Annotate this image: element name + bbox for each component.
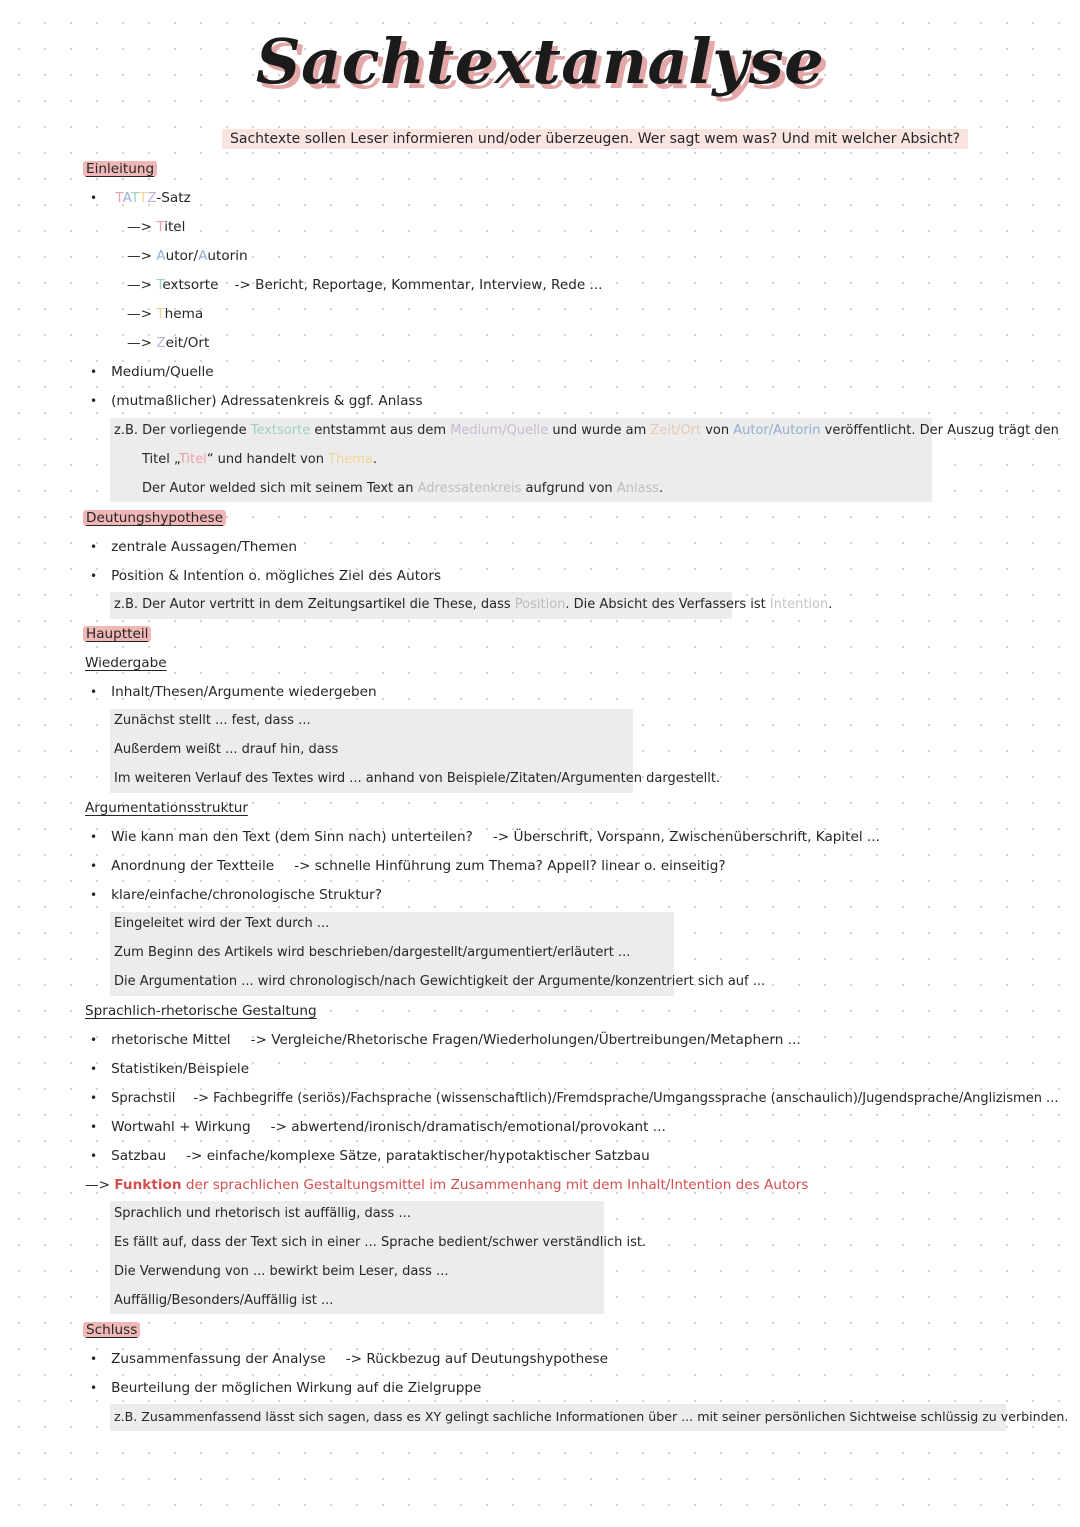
subheading-wiedergabe: Wiedergabe [85,655,167,671]
example-line: Die Verwendung von ... bewirkt beim Leser, dass ... [114,1264,449,1279]
tattz-item-textsorte: —> Textsorte -> Bericht, Reportage, Kommentar, Interview, Rede ... [127,277,603,293]
heading-deutungshypothese: Deutungshypothese [83,508,226,528]
example-line: z.B. Zusammenfassend lässt sich sagen, dass es XY gelingt sachliche Informationen über ... mit seiner persönlichen Sichtweise schlüssig zu verbinden. [114,1409,1069,1424]
list-item: • Statistiken/Beispiele [90,1061,250,1077]
example-line: Der Autor welded sich mit seinem Text an Adressatenkreis aufgrund von Anlass. [142,481,664,496]
example-line: z.B. Der vorliegende Textsorte entstammt aus dem Medium/Quelle und wurde am Zeit/Ort von Autor/Autorin veröffentlicht. Der Auszug trägt den [114,423,1059,438]
list-item: • Beurteilung der möglichen Wirkung auf die Zielgruppe [90,1380,482,1396]
example-line: Die Argumentation ... wird chronologisch/nach Gewichtigkeit der Argumente/konzentriert sich auf ... [114,974,766,989]
subheading-argumentationsstruktur: Argumentationsstruktur [85,800,248,816]
page-title: Sachtextanalyse [255,25,825,98]
list-item-adressaten: • (mutmaßlicher) Adressatenkreis & ggf. Anlass [90,393,423,409]
example-line: Es fällt auf, dass der Text sich in einer ... Sprache bedient/schwer verständlich ist. [114,1235,647,1250]
example-line: Titel „Titel“ und handelt von Thema. [142,452,378,467]
tattz-item-autor: —> Autor/Autorin [127,248,248,264]
list-item: • Satzbau -> einfache/komplexe Sätze, parataktischer/hypotaktischer Satzbau [90,1148,650,1164]
list-item: • zentrale Aussagen/Themen [90,539,298,555]
subtitle: Sachtexte sollen Leser informieren und/oder überzeugen. Wer sagt wem was? Und mit welcher Absicht? [222,129,968,149]
list-item: • Zusammenfassung der Analyse -> Rückbezug auf Deutungshypothese [90,1351,609,1367]
list-item: • Position & Intention o. mögliches Ziel des Autors [90,568,442,584]
list-item: • Anordnung der Textteile -> schnelle Hinführung zum Thema? Appell? linear o. einseitig? [90,858,726,874]
heading-schluss: Schluss [83,1320,140,1340]
list-item: • Wie kann man den Text (dem Sinn nach) unterteilen? -> Überschrift, Vorspann, Zwischenüberschrift, Kapitel ... [90,829,880,845]
tattz-item-titel: —> Titel [127,219,186,235]
list-item: • klare/einfache/chronologische Struktur? [90,887,382,903]
example-line: Außerdem weißt ... drauf hin, dass [114,742,339,757]
example-line: Auffällig/Besonders/Auffällig ist ... [114,1293,334,1308]
list-item: • rhetorische Mittel -> Vergleiche/Rhetorische Fragen/Wiederholungen/Übertreibungen/Metaphern ... [90,1032,801,1048]
example-line: Im weiteren Verlauf des Textes wird ... anhand von Beispiele/Zitaten/Argumenten dargestellt. [114,771,721,786]
einleitung-tattz-item: • TATTZ-Satz [90,190,191,206]
tattz-item-zeit: —> Zeit/Ort [127,335,210,351]
funktion-line: —> Funktion der sprachlichen Gestaltungsmittel im Zusammenhang mit dem Inhalt/Intention des Autors [85,1177,809,1193]
example-line: Sprachlich und rhetorisch ist auffällig, dass ... [114,1206,411,1221]
example-line: Zunächst stellt ... fest, dass ... [114,713,311,728]
list-item-medium: • Medium/Quelle [90,364,214,380]
tattz-item-thema: —> Thema [127,306,204,322]
heading-hauptteil: Hauptteil [83,624,151,644]
list-item: • Wortwahl + Wirkung -> abwertend/ironisch/dramatisch/emotional/provokant ... [90,1119,666,1135]
subheading-sprache: Sprachlich-rhetorische Gestaltung [85,1003,317,1019]
heading-einleitung: Einleitung [83,159,157,179]
example-line: Eingeleitet wird der Text durch ... [114,916,330,931]
example-line: Zum Beginn des Artikels wird beschrieben/dargestellt/argumentiert/erläutert ... [114,945,631,960]
example-line: z.B. Der Autor vertritt in dem Zeitungsartikel die These, dass Position. Die Absicht des Verfassers ist Intention. [114,597,833,612]
list-item: • Sprachstil -> Fachbegriffe (seriös)/Fachsprache (wissenschaftlich)/Fremdsprache/Umgangssprache (anschaulich)/Jugendsprache/Anglizismen ... [90,1091,1059,1106]
list-item: • Inhalt/Thesen/Argumente wiedergeben [90,684,377,700]
